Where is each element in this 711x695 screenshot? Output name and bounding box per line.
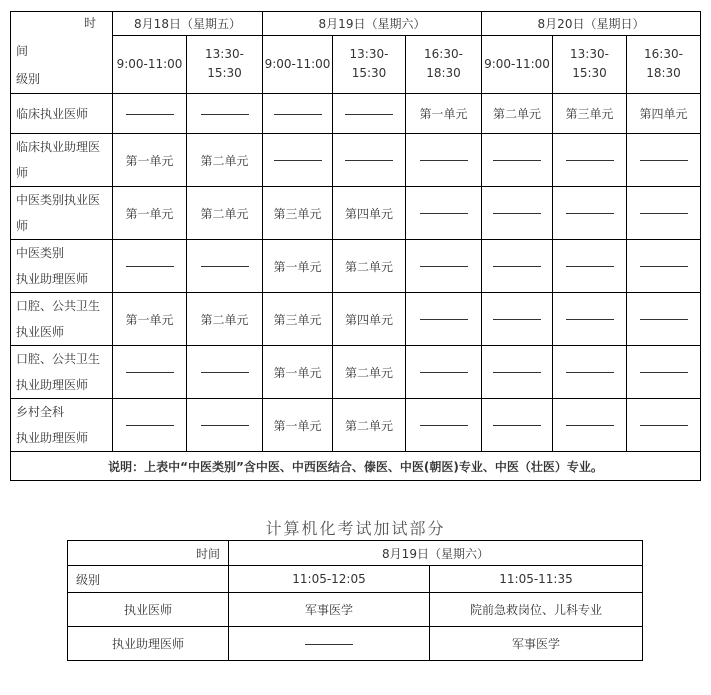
time-header — [482, 35, 553, 93]
empty-dash — [640, 425, 688, 426]
time-line2: 15:30 — [207, 66, 242, 81]
row-level-line1: 中医类别执业医 — [16, 193, 101, 207]
row-level-cell — [11, 94, 113, 134]
schedule-cell — [627, 240, 701, 293]
extra-time-header — [430, 566, 643, 593]
schedule-cell — [553, 94, 627, 134]
schedule-cell — [553, 187, 627, 240]
cell-text: 第一单元 — [125, 206, 174, 221]
empty-dash — [126, 114, 174, 115]
empty-dash — [201, 372, 249, 373]
schedule-cell — [482, 94, 553, 134]
extra-exam-title: 计算机化考试加试部分 — [265, 519, 446, 538]
time-header — [187, 35, 263, 93]
empty-dash — [201, 266, 249, 267]
empty-dash — [420, 266, 468, 267]
schedule-cell — [553, 240, 627, 293]
extra-schedule-cell — [430, 593, 643, 627]
cell-text: 第二单元 — [200, 153, 249, 168]
schedule-cell — [406, 134, 482, 187]
row-level-line1: 临床执业助理医 — [16, 140, 101, 154]
header-time-row — [11, 35, 701, 93]
extra-time-label-cell — [68, 541, 229, 566]
row-level-line1: 中医类别 — [16, 246, 65, 260]
cell-text: 第一单元 — [419, 107, 468, 121]
empty-dash — [126, 425, 174, 426]
extra-time-header — [229, 566, 430, 593]
schedule-cell — [627, 94, 701, 134]
header-date-row — [11, 12, 701, 36]
row-level-line2: 执业助理医师 — [16, 431, 89, 445]
date-label: 8月20日（星期日） — [537, 16, 645, 31]
schedule-cell — [263, 94, 333, 134]
schedule-cell — [406, 293, 482, 346]
cell-text: 第四单元 — [344, 206, 393, 221]
schedule-cell — [263, 187, 333, 240]
time-line1: 9:00-11:00 — [116, 56, 183, 71]
schedule-cell — [113, 134, 187, 187]
cell-text: 第三单元 — [273, 312, 322, 327]
extra-level: 执业医师 — [123, 603, 172, 617]
date-header — [482, 12, 701, 36]
cell-text: 院前急救岗位、儿科专业 — [469, 603, 602, 617]
time-header — [263, 35, 333, 93]
schedule-cell — [627, 293, 701, 346]
empty-dash — [640, 266, 688, 267]
corner-level-label: 级别 — [16, 72, 41, 86]
extra-date: 8月19日（星期六） — [382, 546, 489, 561]
schedule-cell — [553, 134, 627, 187]
corner-time-label: 时 — [83, 16, 96, 30]
row-level-line1: 口腔、公共卫生 — [16, 352, 101, 366]
schedule-cell — [627, 134, 701, 187]
schedule-cell — [553, 346, 627, 399]
cell-text: 第四单元 — [639, 107, 688, 121]
empty-dash — [493, 160, 541, 161]
extra-level-cell — [68, 593, 229, 627]
schedule-cell — [187, 94, 263, 134]
schedule-cell — [406, 240, 482, 293]
time-line2: 18:30 — [426, 66, 461, 81]
empty-dash — [201, 425, 249, 426]
empty-dash — [493, 266, 541, 267]
row-level-cell — [11, 399, 113, 452]
date-label: 8月18日（星期五） — [134, 16, 241, 31]
empty-dash — [566, 213, 614, 214]
schedule-cell — [482, 293, 553, 346]
extra-level-cell — [68, 627, 229, 661]
empty-dash — [493, 425, 541, 426]
row-level-cell — [11, 293, 113, 346]
cell-text: 军事医学 — [511, 637, 560, 651]
cell-text: 第二单元 — [344, 365, 393, 380]
extra-date-cell — [229, 541, 643, 566]
cell-text: 第二单元 — [200, 206, 249, 221]
empty-dash — [566, 160, 614, 161]
exam-schedule-table — [10, 11, 701, 481]
cell-text: 第一单元 — [125, 153, 174, 168]
extra-time: 11:05-12:05 — [292, 572, 366, 586]
schedule-cell — [627, 187, 701, 240]
cell-text: 第四单元 — [344, 312, 393, 327]
time-header — [113, 35, 187, 93]
cell-text: 军事医学 — [304, 603, 353, 617]
empty-dash — [126, 372, 174, 373]
schedule-cell — [333, 187, 406, 240]
time-line1: 9:00-11:00 — [484, 56, 550, 71]
schedule-cell — [627, 399, 701, 452]
table-row — [11, 134, 701, 187]
schedule-cell — [263, 134, 333, 187]
extra-table-row — [68, 627, 643, 661]
empty-dash — [305, 644, 353, 645]
row-level-cell — [11, 240, 113, 293]
schedule-cell — [406, 399, 482, 452]
schedule-cell — [627, 346, 701, 399]
schedule-cell — [333, 346, 406, 399]
row-level-line2: 师 — [16, 219, 29, 233]
schedule-cell — [187, 399, 263, 452]
schedule-cell — [187, 346, 263, 399]
schedule-cell — [263, 346, 333, 399]
schedule-cell — [187, 134, 263, 187]
row-level-line1: 口腔、公共卫生 — [16, 299, 101, 313]
empty-dash — [493, 372, 541, 373]
empty-dash — [493, 319, 541, 320]
extra-time: 11:05-11:35 — [499, 572, 573, 586]
schedule-cell — [113, 187, 187, 240]
empty-dash — [345, 114, 393, 115]
cell-text: 第一单元 — [273, 259, 322, 274]
row-level-line2: 执业助理医师 — [16, 272, 89, 286]
empty-dash — [566, 266, 614, 267]
time-line1: 13:30- — [205, 47, 244, 62]
row-level-cell — [11, 134, 113, 187]
time-header — [627, 35, 701, 93]
schedule-cell — [113, 293, 187, 346]
schedule-cell — [263, 240, 333, 293]
schedule-cell — [406, 94, 482, 134]
empty-dash — [420, 425, 468, 426]
corner-wrap — [11, 12, 112, 93]
schedule-cell — [187, 293, 263, 346]
schedule-cell — [333, 240, 406, 293]
empty-dash — [566, 319, 614, 320]
row-level-line2: 执业医师 — [16, 325, 65, 339]
schedule-cell — [482, 240, 553, 293]
empty-dash — [345, 160, 393, 161]
table-row — [11, 346, 701, 399]
cell-text: 第一单元 — [273, 365, 322, 380]
schedule-cell — [482, 187, 553, 240]
table-row — [11, 94, 701, 134]
cell-text: 第二单元 — [200, 312, 249, 327]
extra-schedule-cell — [229, 627, 430, 661]
time-line1: 16:30- — [424, 47, 463, 62]
schedule-cell — [333, 399, 406, 452]
schedule-cell — [113, 346, 187, 399]
empty-dash — [640, 213, 688, 214]
schedule-cell — [113, 94, 187, 134]
empty-dash — [566, 425, 614, 426]
schedule-cell — [113, 240, 187, 293]
time-line2: 18:30 — [646, 66, 681, 81]
row-level-cell — [11, 187, 113, 240]
empty-dash — [201, 114, 249, 115]
schedule-cell — [333, 293, 406, 346]
empty-dash — [493, 213, 541, 214]
table-row — [11, 240, 701, 293]
date-header — [113, 12, 263, 36]
empty-dash — [420, 319, 468, 320]
schedule-cell — [482, 346, 553, 399]
schedule-cell — [553, 399, 627, 452]
row-level-line2: 执业助理医师 — [16, 378, 89, 392]
extra-level-label: 级别 — [76, 572, 101, 587]
empty-dash — [126, 266, 174, 267]
cell-text: 第一单元 — [125, 312, 174, 327]
cell-text: 第一单元 — [273, 418, 322, 433]
schedule-cell — [333, 94, 406, 134]
cell-text: 第二单元 — [344, 418, 393, 433]
row-level-cell — [11, 346, 113, 399]
time-line1: 16:30- — [644, 47, 683, 62]
empty-dash — [566, 372, 614, 373]
date-label: 8月19日（星期六） — [318, 16, 426, 31]
empty-dash — [420, 213, 468, 214]
schedule-cell — [187, 187, 263, 240]
extra-exam-table — [67, 540, 643, 661]
time-line1: 9:00-11:00 — [264, 56, 331, 71]
schedule-cell — [482, 134, 553, 187]
time-line1: 13:30- — [349, 47, 389, 62]
extra-level: 执业助理医师 — [111, 637, 184, 651]
schedule-cell — [406, 346, 482, 399]
schedule-cell — [113, 399, 187, 452]
empty-dash — [420, 160, 468, 161]
cell-text: 第三单元 — [273, 206, 322, 221]
time-line2: 15:30 — [351, 66, 387, 81]
note-row — [11, 452, 701, 481]
table-row — [11, 293, 701, 346]
row-level-line1: 乡村全科 — [16, 405, 65, 419]
empty-dash — [640, 160, 688, 161]
row-level-line2: 师 — [16, 166, 29, 180]
extra-time-label: 时间 — [195, 546, 220, 561]
schedule-cell — [406, 187, 482, 240]
schedule-cell — [187, 240, 263, 293]
row-level-line1: 临床执业医师 — [16, 106, 89, 121]
extra-header-row — [68, 541, 643, 566]
time-header — [553, 35, 627, 93]
empty-dash — [274, 160, 322, 161]
time-line1: 13:30- — [570, 47, 609, 62]
schedule-cell — [333, 134, 406, 187]
table-row — [11, 187, 701, 240]
empty-dash — [640, 372, 688, 373]
note-text: 说明：上表中“中医类别”含中医、中西医结合、傣医、中医(朝医)专业、中医（壮医）专业。 — [108, 459, 603, 474]
cell-text: 第二单元 — [344, 259, 393, 274]
time-line2: 15:30 — [572, 66, 607, 81]
note-cell — [11, 452, 701, 481]
schedule-cell — [263, 293, 333, 346]
extra-schedule-cell — [430, 627, 643, 661]
schedule-cell — [482, 399, 553, 452]
empty-dash — [640, 319, 688, 320]
extra-level-label-cell — [68, 566, 229, 593]
time-header — [406, 35, 482, 93]
corner-header-cell — [11, 12, 113, 94]
time-header — [333, 35, 406, 93]
extra-schedule-cell — [229, 593, 430, 627]
empty-dash — [420, 372, 468, 373]
date-header — [263, 12, 482, 36]
extra-table-row — [68, 593, 643, 627]
empty-dash — [274, 114, 322, 115]
extra-time-row — [68, 566, 643, 593]
table-row — [11, 399, 701, 452]
cell-text: 第三单元 — [565, 107, 614, 121]
schedule-cell — [263, 399, 333, 452]
schedule-cell — [553, 293, 627, 346]
cell-text: 第二单元 — [492, 107, 541, 121]
corner-mid-label: 间 — [16, 44, 29, 58]
